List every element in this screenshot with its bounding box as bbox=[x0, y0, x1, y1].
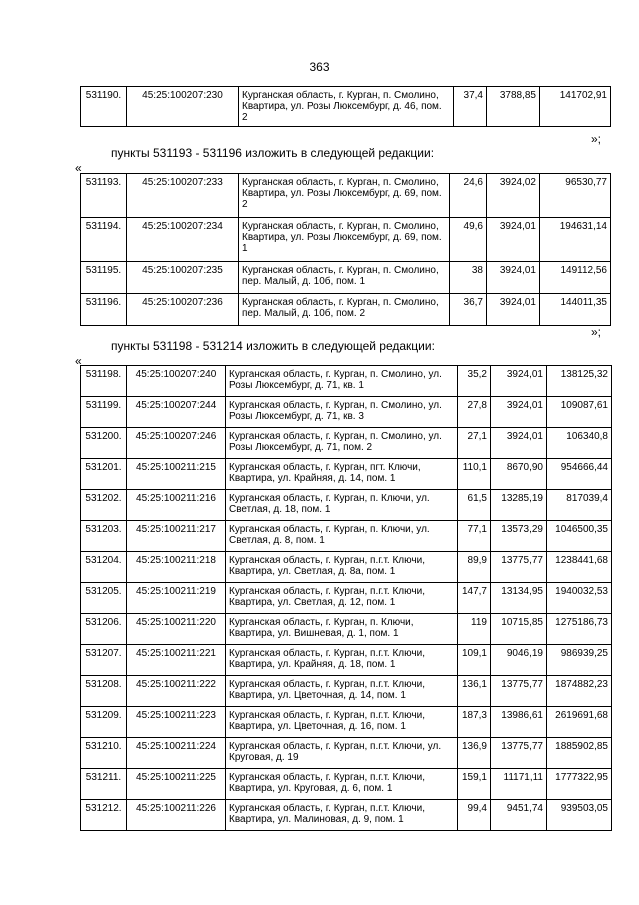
table-row bbox=[81, 218, 611, 262]
table-row bbox=[81, 707, 612, 738]
opening-quote-2: « bbox=[75, 354, 82, 368]
row-number-cell: 531202. bbox=[81, 490, 127, 521]
table-row bbox=[81, 552, 612, 583]
cadastral-value-cell: 96530,77 bbox=[540, 174, 611, 218]
cadastral-number-cell: 45:25:100211:216 bbox=[127, 490, 226, 521]
cadastral-number-cell: 45:25:100211:222 bbox=[127, 676, 226, 707]
cadastral-value-cell: 1046500,35 bbox=[547, 521, 612, 552]
row-number-cell: 531200. bbox=[81, 428, 127, 459]
area-cell: 110,1 bbox=[458, 459, 491, 490]
cadastral-number-cell: 45:25:100207:235 bbox=[127, 262, 239, 294]
address-cell: Курганская область, г. Курган, п. Смолино, пер. Малый, д. 10б, пом. 2 bbox=[239, 294, 450, 326]
row-number-cell: 531190. bbox=[81, 87, 127, 127]
cadastral-value-cell: 954666,44 bbox=[547, 459, 612, 490]
cadastral-number-cell: 45:25:100211:223 bbox=[127, 707, 226, 738]
page-number: 363 bbox=[309, 60, 330, 74]
cadastral-value-cell: 109087,61 bbox=[547, 397, 612, 428]
cadastral-value-cell: 939503,05 bbox=[547, 800, 612, 831]
address-cell: Курганская область, г. Курган, п. Ключи, ул. Светлая, д. 8, пом. 1 bbox=[226, 521, 458, 552]
table-row bbox=[81, 459, 612, 490]
row-number-cell: 531204. bbox=[81, 552, 127, 583]
area-cell: 77,1 bbox=[458, 521, 491, 552]
opening-quote-1: « bbox=[75, 161, 82, 175]
instruction-text-1: пункты 531193 - 531196 изложить в следующей редакции: bbox=[111, 146, 435, 160]
address-cell: Курганская область, г. Курган, п.г.т. Ключи, Квартира, ул. Крайняя, д. 18, пом. 1 bbox=[226, 645, 458, 676]
row-number-cell: 531201. bbox=[81, 459, 127, 490]
address-cell: Курганская область, г. Курган, п.г.т. Ключи, Квартира, ул. Цветочная, д. 14, пом. 1 bbox=[226, 676, 458, 707]
rate-cell: 13775,77 bbox=[491, 552, 547, 583]
area-cell: 27,8 bbox=[458, 397, 491, 428]
area-cell: 49,6 bbox=[450, 218, 487, 262]
address-cell: Курганская область, г. Курган, п. Ключи, ул. Светлая, д. 18, пом. 1 bbox=[226, 490, 458, 521]
table-row bbox=[81, 521, 612, 552]
table-row bbox=[81, 645, 612, 676]
cadastral-value-cell: 1275186,73 bbox=[547, 614, 612, 645]
cadastral-number-cell: 45:25:100207:244 bbox=[127, 397, 226, 428]
table-row bbox=[81, 174, 611, 218]
area-cell: 147,7 bbox=[458, 583, 491, 614]
cadastral-value-cell: 1238441,68 bbox=[547, 552, 612, 583]
area-cell: 35,2 bbox=[458, 366, 491, 397]
table-row bbox=[81, 583, 612, 614]
rate-cell: 10715,85 bbox=[491, 614, 547, 645]
area-cell: 38 bbox=[450, 262, 487, 294]
area-cell: 61,5 bbox=[458, 490, 491, 521]
cadastral-value-cell: 1885902,85 bbox=[547, 738, 612, 769]
rate-cell: 8670,90 bbox=[491, 459, 547, 490]
address-cell: Курганская область, г. Курган, п. Смолино, ул. Розы Люксембург, д. 71, кв. 1 bbox=[226, 366, 458, 397]
rate-cell: 13285,19 bbox=[491, 490, 547, 521]
cadastral-number-cell: 45:25:100211:221 bbox=[127, 645, 226, 676]
address-cell: Курганская область, г. Курган, п.г.т. Ключи, ул. Круговая, д. 19 bbox=[226, 738, 458, 769]
address-cell: Курганская область, г. Курган, п.г.т. Ключи, Квартира, ул. Круговая, д. 6, пом. 1 bbox=[226, 769, 458, 800]
cadastral-number-cell: 45:25:100211:220 bbox=[127, 614, 226, 645]
cadastral-number-cell: 45:25:100207:234 bbox=[127, 218, 239, 262]
row-number-cell: 531205. bbox=[81, 583, 127, 614]
row-number-cell: 531206. bbox=[81, 614, 127, 645]
cadastral-value-cell: 1777322,95 bbox=[547, 769, 612, 800]
row-number-cell: 531198. bbox=[81, 366, 127, 397]
area-cell: 24,6 bbox=[450, 174, 487, 218]
address-cell: Курганская область, г. Курган, п. Ключи, Квартира, ул. Вишневая, д. 1, пом. 1 bbox=[226, 614, 458, 645]
cadastral-number-cell: 45:25:100211:215 bbox=[127, 459, 226, 490]
rate-cell: 9046,19 bbox=[491, 645, 547, 676]
rate-cell: 13986,61 bbox=[491, 707, 547, 738]
row-number-cell: 531199. bbox=[81, 397, 127, 428]
cadastral-number-cell: 45:25:100207:236 bbox=[127, 294, 239, 326]
address-cell: Курганская область, г. Курган, п. Смолино, Квартира, ул. Розы Люксембург, д. 46, пом. 2 bbox=[239, 87, 454, 127]
table-row bbox=[81, 800, 612, 831]
row-number-cell: 531195. bbox=[81, 262, 127, 294]
table-row bbox=[81, 262, 611, 294]
area-cell: 99,4 bbox=[458, 800, 491, 831]
cadastral-number-cell: 45:25:100207:246 bbox=[127, 428, 226, 459]
cadastral-value-cell: 1940032,53 bbox=[547, 583, 612, 614]
address-cell: Курганская область, г. Курган, п.г.т. Ключи, Квартира, ул. Светлая, д. 12, пом. 1 bbox=[226, 583, 458, 614]
row-number-cell: 531211. bbox=[81, 769, 127, 800]
cadastral-number-cell: 45:25:100211:219 bbox=[127, 583, 226, 614]
table-row bbox=[81, 614, 612, 645]
rate-cell: 13775,77 bbox=[491, 676, 547, 707]
rate-cell: 13134,95 bbox=[491, 583, 547, 614]
address-cell: Курганская область, г. Курган, п. Смолино, ул. Розы Люксембург, д. 71, кв. 3 bbox=[226, 397, 458, 428]
area-cell: 36,7 bbox=[450, 294, 487, 326]
cadastral-number-cell: 45:25:100211:217 bbox=[127, 521, 226, 552]
row-number-cell: 531210. bbox=[81, 738, 127, 769]
table-row bbox=[81, 397, 612, 428]
area-cell: 37,4 bbox=[454, 87, 487, 127]
cadastral-number-cell: 45:25:100207:233 bbox=[127, 174, 239, 218]
cadastral-value-cell: 149112,56 bbox=[540, 262, 611, 294]
cadastral-value-cell: 194631,14 bbox=[540, 218, 611, 262]
rate-cell: 3924,01 bbox=[487, 262, 540, 294]
closing-quote-1: »; bbox=[590, 132, 601, 146]
rate-cell: 3924,01 bbox=[491, 428, 547, 459]
address-cell: Курганская область, г. Курган, п. Смолино, Квартира, ул. Розы Люксембург, д. 69, пом. 2 bbox=[239, 174, 450, 218]
rate-cell: 3924,01 bbox=[487, 294, 540, 326]
cadastral-number-cell: 45:25:100207:230 bbox=[127, 87, 239, 127]
address-cell: Курганская область, г. Курган, п.г.т. Ключи, Квартира, ул. Светлая, д. 8а, пом. 1 bbox=[226, 552, 458, 583]
rate-cell: 3924,01 bbox=[491, 397, 547, 428]
cadastral-number-cell: 45:25:100211:226 bbox=[127, 800, 226, 831]
area-cell: 119 bbox=[458, 614, 491, 645]
cadastral-value-cell: 106340,8 bbox=[547, 428, 612, 459]
cadastral-value-cell: 141702,91 bbox=[540, 87, 611, 127]
row-number-cell: 531193. bbox=[81, 174, 127, 218]
closing-quote-2: »; bbox=[590, 325, 601, 339]
area-cell: 27,1 bbox=[458, 428, 491, 459]
cadastral-value-cell: 817039,4 bbox=[547, 490, 612, 521]
rate-cell: 9451,74 bbox=[491, 800, 547, 831]
cadastral-number-cell: 45:25:100211:225 bbox=[127, 769, 226, 800]
table-row bbox=[81, 428, 612, 459]
cadastral-value-cell: 986939,25 bbox=[547, 645, 612, 676]
address-cell: Курганская область, г. Курган, п. Смолино, Квартира, ул. Розы Люксембург, д. 69, пом. 1 bbox=[239, 218, 450, 262]
area-cell: 136,1 bbox=[458, 676, 491, 707]
address-cell: Курганская область, г. Курган, п.г.т. Ключи, Квартира, ул. Цветочная, д. 16, пом. 1 bbox=[226, 707, 458, 738]
address-cell: Курганская область, г. Курган, п.г.т. Ключи, Квартира, ул. Малиновая, д. 9, пом. 1 bbox=[226, 800, 458, 831]
row-number-cell: 531196. bbox=[81, 294, 127, 326]
row-number-cell: 531208. bbox=[81, 676, 127, 707]
cadastral-value-cell: 2619691,68 bbox=[547, 707, 612, 738]
property-table-3 bbox=[80, 365, 612, 831]
area-cell: 187,3 bbox=[458, 707, 491, 738]
address-cell: Курганская область, г. Курган, п. Смолино, ул. Розы Люксембург, д. 71, пом. 2 bbox=[226, 428, 458, 459]
table-row bbox=[81, 366, 612, 397]
cadastral-number-cell: 45:25:100211:218 bbox=[127, 552, 226, 583]
row-number-cell: 531209. bbox=[81, 707, 127, 738]
cadastral-number-cell: 45:25:100207:240 bbox=[127, 366, 226, 397]
rate-cell: 11171,11 bbox=[491, 769, 547, 800]
property-table-1 bbox=[80, 86, 611, 127]
row-number-cell: 531212. bbox=[81, 800, 127, 831]
cadastral-value-cell: 1874882,23 bbox=[547, 676, 612, 707]
area-cell: 109,1 bbox=[458, 645, 491, 676]
address-cell: Курганская область, г. Курган, п. Смолино, пер. Малый, д. 10б, пом. 1 bbox=[239, 262, 450, 294]
rate-cell: 3788,85 bbox=[487, 87, 540, 127]
cadastral-value-cell: 144011,35 bbox=[540, 294, 611, 326]
property-table-2 bbox=[80, 173, 611, 326]
rate-cell: 3924,01 bbox=[491, 366, 547, 397]
row-number-cell: 531194. bbox=[81, 218, 127, 262]
table-row bbox=[81, 676, 612, 707]
table-row bbox=[81, 490, 612, 521]
area-cell: 159,1 bbox=[458, 769, 491, 800]
area-cell: 136,9 bbox=[458, 738, 491, 769]
cadastral-value-cell: 138125,32 bbox=[547, 366, 612, 397]
rate-cell: 13573,29 bbox=[491, 521, 547, 552]
row-number-cell: 531207. bbox=[81, 645, 127, 676]
table-row bbox=[81, 87, 611, 127]
row-number-cell: 531203. bbox=[81, 521, 127, 552]
table-row bbox=[81, 738, 612, 769]
rate-cell: 3924,01 bbox=[487, 218, 540, 262]
rate-cell: 13775,77 bbox=[491, 738, 547, 769]
instruction-text-2: пункты 531198 - 531214 изложить в следующей редакции: bbox=[111, 339, 435, 353]
cadastral-number-cell: 45:25:100211:224 bbox=[127, 738, 226, 769]
rate-cell: 3924,02 bbox=[487, 174, 540, 218]
area-cell: 89,9 bbox=[458, 552, 491, 583]
table-row bbox=[81, 294, 611, 326]
table-row bbox=[81, 769, 612, 800]
address-cell: Курганская область, г. Курган, пгт. Ключи, Квартира, ул. Крайняя, д. 14, пом. 1 bbox=[226, 459, 458, 490]
